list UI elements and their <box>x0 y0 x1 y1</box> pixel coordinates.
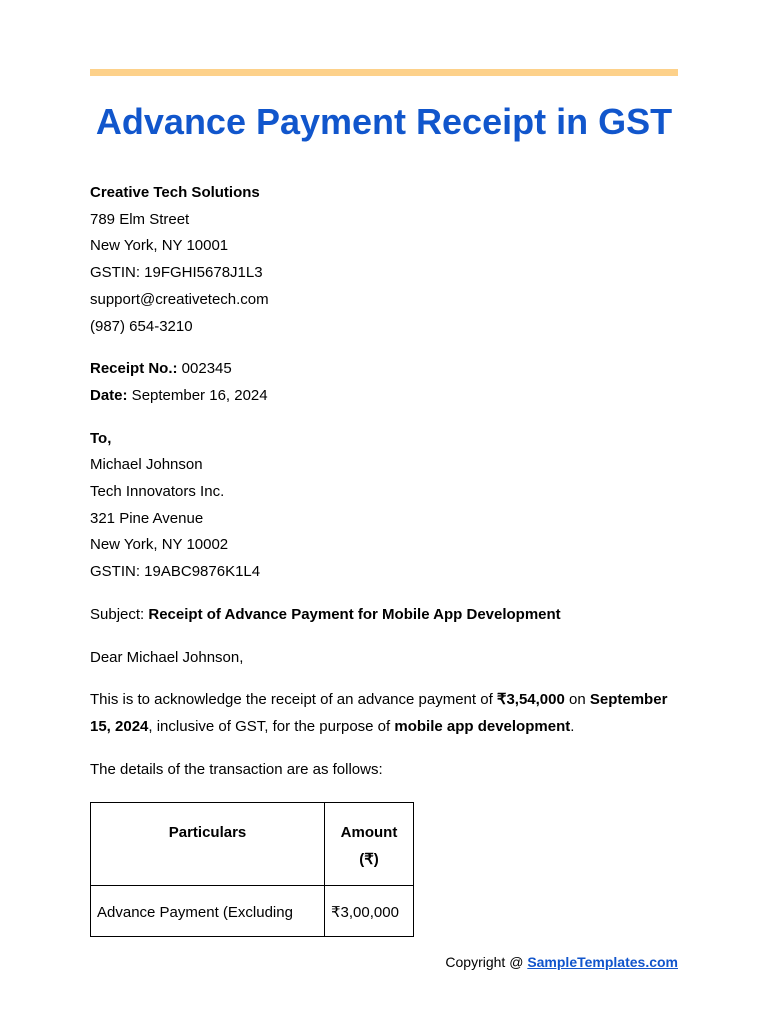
header-amount: Amount (₹) <box>325 803 414 886</box>
subject-label: Subject: <box>90 605 149 623</box>
copyright-text: Copyright @ <box>445 954 528 970</box>
receipt-date-line <box>90 383 680 410</box>
greeting <box>90 645 680 672</box>
sender-street: 789 Elm Street <box>90 210 190 228</box>
sender-gstin: GSTIN: 19FGHI5678J1L3 <box>90 264 263 282</box>
recipient-address <box>90 426 680 586</box>
body-text-1: This is to acknowledge the receipt of an advance payment of <box>90 691 497 709</box>
receipt-number-line <box>90 356 680 383</box>
page-title: Advance Payment Receipt in GST <box>95 101 673 142</box>
acknowledgement-paragraph <box>90 687 680 740</box>
recipient-company: Tech Innovators Inc. <box>90 483 225 501</box>
table-header-row <box>91 803 414 886</box>
sender-name: Creative Tech Solutions <box>90 184 260 201</box>
greeting-text: Dear Michael Johnson, <box>90 648 244 666</box>
body-text-2: on <box>564 691 590 709</box>
subject-line <box>90 602 680 629</box>
receipt-meta <box>90 356 680 409</box>
sender-email: support@creativetech.com <box>90 290 269 308</box>
table-row <box>91 886 414 937</box>
sender-phone: (987) 654-3210 <box>90 317 193 335</box>
header-particulars: Particulars <box>91 803 325 886</box>
payment-purpose: mobile app development <box>394 717 571 735</box>
recipient-name: Michael Johnson <box>90 456 203 474</box>
sender-city: New York, NY 10001 <box>90 237 229 255</box>
payment-date: September 15, 2024 <box>90 691 668 735</box>
sender-address <box>90 180 680 340</box>
body-text-4: . <box>570 717 575 735</box>
recipient-city: New York, NY 10002 <box>90 536 229 554</box>
row-particulars: Advance Payment (Excluding <box>91 886 325 937</box>
details-intro <box>90 757 680 784</box>
details-intro-text: The details of the transaction are as follows: <box>90 760 383 778</box>
receipt-number-label: Receipt No.: <box>90 360 178 378</box>
sampletemplates-link[interactable]: SampleTemplates.com <box>527 954 678 970</box>
receipt-body <box>90 180 680 937</box>
transaction-table <box>90 802 414 937</box>
recipient-street: 321 Pine Avenue <box>90 509 204 527</box>
receipt-number: 002345 <box>177 360 232 378</box>
receipt-date: September 16, 2024 <box>127 386 268 404</box>
row-amount: ₹3,00,000 <box>325 886 414 937</box>
to-label: To, <box>90 429 112 447</box>
top-accent-bar <box>90 69 678 76</box>
payment-amount: ₹3,54,000 <box>496 691 565 709</box>
copyright-footer <box>445 952 678 972</box>
recipient-gstin: GSTIN: 19ABC9876K1L4 <box>90 563 261 581</box>
subject-text: Receipt of Advance Payment for Mobile App Development <box>148 605 561 623</box>
receipt-date-label: Date: <box>90 386 128 404</box>
body-text-3: , inclusive of GST, for the purpose of <box>148 717 395 735</box>
